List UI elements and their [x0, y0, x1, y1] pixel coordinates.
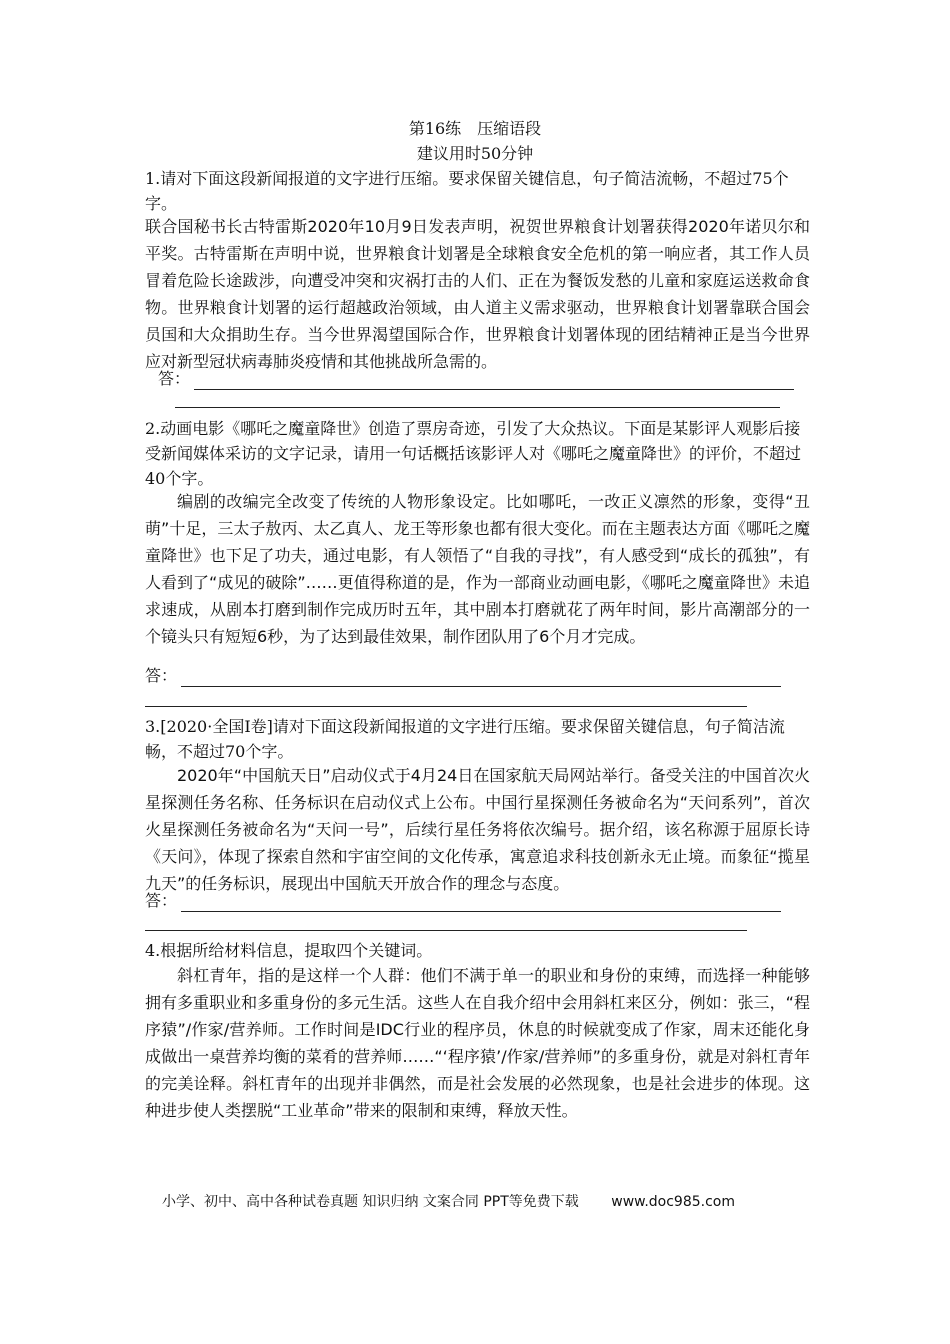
answer-line[interactable]: [181, 897, 781, 912]
answer-line[interactable]: [145, 930, 747, 931]
answer-line[interactable]: [194, 375, 794, 390]
question-3-material: 2020年“中国航天日”启动仪式于4月24日在国家航天局网站举行。备受关注的中国首次火星探测任务名称、任务标识在启动仪式上公布。中国行星探测任务被命名为“天问系列”，首次火星探测任务被命名为“天问一号”，后续行星任务将依次编号。据介绍，该名称源于屈原长诗《天问》，体现了探索自然和宇宙空间的文化传承，寓意追求科技创新永无止境。而象征“揽星九天”的任务标识，展现出中国航天开放合作的理念与态度。: [145, 766, 810, 893]
answer-label: 答：: [145, 666, 178, 685]
page-title: 第16练 压缩语段: [408, 119, 542, 138]
footer-url[interactable]: www.doc985.com: [611, 1194, 735, 1210]
question-4-prompt: 4.根据所给材料信息，提取四个关键词。: [145, 941, 433, 960]
page-subtitle: 建议用时50分钟: [416, 144, 534, 163]
question-2-prompt: 2.动画电影《哪吒之魔童降世》创造了票房奇迹，引发了大众热议。下面是某影评人观影后接受新闻媒体采访的文字记录，请用一句话概括该影评人对《哪吒之魔童降世》的评价，不超过40个字。: [145, 419, 802, 488]
question-3-prompt: 3.[2020·全国Ⅰ卷]请对下面这段新闻报道的文字进行压缩。要求保留关键信息，句子简洁流畅，不超过70个字。: [145, 717, 785, 761]
question-1-material: 联合国秘书长古特雷斯2020年10月9日发表声明，祝贺世界粮食计划署获得2020年诺贝尔和平奖。古特雷斯在声明中说，世界粮食计划署是全球粮食安全危机的第一响应者，其工作人员冒着危险长途跋涉，向遭受冲突和灾祸打击的人们、正在为餐饭发愁的儿童和家庭运送救命食物。世界粮食计划署的运行超越政治领域，由人道主义需求驱动，世界粮食计划署靠联合国会员国和大众捐助生存。当今世界渴望国际合作，世界粮食计划署体现的团结精神正是当今世界应对新型冠状病毒肺炎疫情和其他挑战所急需的。: [145, 217, 810, 371]
answer-line[interactable]: [181, 672, 781, 687]
footer-text: 小学、初中、高中各种试卷真题 知识归纳 文案合同 PPT等免费下载: [162, 1194, 579, 1210]
question-2-answer: [145, 665, 781, 687]
answer-label: 答：: [145, 891, 178, 910]
answer-line[interactable]: [145, 706, 747, 707]
answer-line[interactable]: [175, 407, 780, 408]
question-3-answer: [145, 890, 781, 912]
page-footer: [162, 1192, 735, 1212]
answer-label: 答：: [158, 369, 191, 388]
question-1-prompt: 1.请对下面这段新闻报道的文字进行压缩。要求保留关键信息，句子简洁流畅，不超过75个字。: [145, 169, 789, 213]
question-2-material: 编剧的改编完全改变了传统的人物形象设定。比如哪吒，一改正义凛然的形象，变得“丑萌”十足，三太子敖丙、太乙真人、龙王等形象也都有很大变化。而在主题表达方面《哪吒之魔童降世》也下足了功夫，通过电影，有人领悟了“自我的寻找”，有人感受到“成长的孤独”，有人看到了“成见的破除”……更值得称道的是，作为一部商业动画电影，《哪吒之魔童降世》未追求速成，从剧本打磨到制作完成历时五年，其中剧本打磨就花了两年时间，影片高潮部分的一个镜头只有短短6秒，为了达到最佳效果，制作团队用了6个月才完成。: [145, 492, 810, 646]
question-4-material: 斜杠青年，指的是这样一个人群：他们不满于单一的职业和身份的束缚，而选择一种能够拥有多重职业和多重身份的多元生活。这些人在自我介绍中会用斜杠来区分，例如：张三，“程序猿”/作家/营养师。工作时间是IDC行业的程序员，休息的时候就变成了作家，周末还能化身成做出一桌营养均衡的菜肴的营养师……“‘程序猿’/作家/营养师”的多重身份，就是对斜杠青年的完美诠释。斜杠青年的出现并非偶然，而是社会发展的必然现象，也是社会进步的体现。这种进步使人类摆脱“工业革命”带来的限制和束缚，释放天性。: [145, 966, 810, 1120]
question-1-answer: [158, 368, 794, 390]
